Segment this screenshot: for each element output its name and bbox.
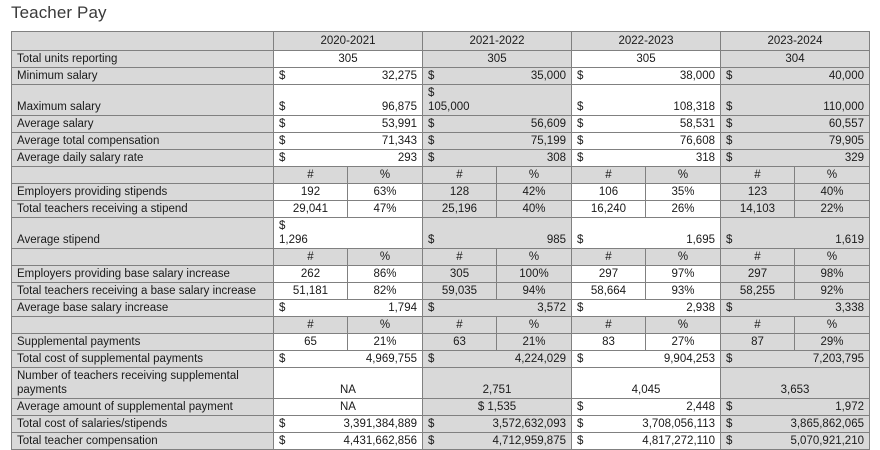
cell-count: 29,041 — [274, 201, 348, 218]
table-row — [12, 300, 870, 317]
currency-symbol: $ — [726, 70, 733, 82]
year-column-header: 2022-2023 — [572, 32, 721, 51]
cell-value: $ 1,535 — [423, 399, 572, 416]
currency-symbol: $ — [279, 353, 286, 365]
cell-money — [721, 85, 870, 116]
cell-money — [423, 416, 572, 433]
table-row — [12, 201, 870, 218]
table-row — [12, 184, 870, 201]
cell-count: 87 — [721, 334, 795, 351]
cell-money — [274, 150, 423, 167]
cell-money — [423, 351, 572, 368]
currency-symbol: $ — [577, 418, 584, 430]
cell-money — [572, 116, 721, 133]
cell-count: 14,103 — [721, 201, 795, 218]
row-label: Employers providing base salary increase — [12, 266, 274, 283]
cell-percent: 93% — [646, 283, 721, 300]
cell-percent: 35% — [646, 184, 721, 201]
cell-money — [572, 399, 721, 416]
subheader-count: # — [721, 317, 795, 334]
currency-symbol: $ — [577, 135, 584, 147]
cell-value: 4,045 — [572, 368, 721, 399]
subheader-count: # — [572, 249, 646, 266]
cell-value: 38,000 — [679, 70, 715, 82]
cell-money — [572, 351, 721, 368]
table-row — [12, 433, 870, 450]
currency-symbol: $ — [279, 135, 286, 147]
cell-value: 2,938 — [686, 302, 715, 314]
subheader-percent: % — [348, 249, 423, 266]
cell-percent: 97% — [646, 266, 721, 283]
table-body — [12, 32, 870, 450]
cell-percent: 98% — [795, 266, 870, 283]
subheader-percent: % — [795, 317, 870, 334]
currency-symbol: $ — [726, 302, 733, 314]
cell-money — [423, 218, 572, 249]
header-corner-cell — [12, 32, 274, 51]
cell-money — [572, 416, 721, 433]
subheader-percent: % — [646, 249, 721, 266]
cell-value: 35,000 — [530, 70, 566, 82]
currency-symbol: $ — [577, 234, 584, 246]
cell-money — [572, 433, 721, 450]
currency-symbol: $ — [428, 418, 435, 430]
cell-count: 83 — [572, 334, 646, 351]
subheader-percent: % — [646, 167, 721, 184]
cell-money — [572, 133, 721, 150]
row-label: Supplemental payments — [12, 334, 274, 351]
currency-symbol: $ — [428, 118, 435, 130]
row-label: Average stipend — [12, 218, 274, 249]
cell-value: 79,905 — [828, 135, 864, 147]
currency-symbol: $ — [577, 101, 584, 113]
cell-money — [274, 133, 423, 150]
table-row — [12, 351, 870, 368]
cell-money — [274, 116, 423, 133]
table-row — [12, 85, 870, 116]
cell-value: 7,203,795 — [812, 353, 864, 365]
currency-symbol: $ — [726, 135, 733, 147]
currency-symbol: $ — [577, 435, 584, 447]
cell-value: 293 — [397, 152, 417, 164]
subheader-count: # — [423, 167, 497, 184]
cell-money — [721, 416, 870, 433]
subheader-count: # — [423, 317, 497, 334]
currency-symbol: $ — [279, 418, 286, 430]
cell-percent: 40% — [795, 184, 870, 201]
cell-count: 192 — [274, 184, 348, 201]
cell-value: 60,557 — [828, 118, 864, 130]
cell-money — [423, 85, 572, 116]
row-label: Average base salary increase — [12, 300, 274, 317]
currency-symbol: $ — [279, 118, 286, 130]
row-label: Total cost of supplemental payments — [12, 351, 274, 368]
currency-symbol: $ — [577, 302, 584, 314]
cell-money — [721, 218, 870, 249]
cell-value: 56,609 — [530, 118, 566, 130]
subheader-percent: % — [348, 317, 423, 334]
cell-count: 128 — [423, 184, 497, 201]
cell-money — [423, 68, 572, 85]
table-row — [12, 266, 870, 283]
currency-symbol: $ — [726, 435, 733, 447]
cell-percent: 29% — [795, 334, 870, 351]
year-column-header: 2020-2021 — [274, 32, 423, 51]
cell-value: 75,199 — [530, 135, 566, 147]
cell-percent: 21% — [497, 334, 572, 351]
cell-value: 985 — [546, 234, 566, 246]
subheader-percent: % — [497, 167, 572, 184]
cell-money — [721, 150, 870, 167]
subheader-count: # — [721, 249, 795, 266]
cell-count: 106 — [572, 184, 646, 201]
currency-symbol: $ — [726, 234, 733, 246]
year-column-header: 2021-2022 — [423, 32, 572, 51]
cell-count: 16,240 — [572, 201, 646, 218]
cell-percent: 63% — [348, 184, 423, 201]
currency-symbol: $ — [726, 101, 733, 113]
cell-value: 304 — [721, 51, 870, 68]
cell-money — [274, 218, 423, 249]
subheader-count: # — [274, 249, 348, 266]
cell-value: NA — [274, 399, 423, 416]
cell-percent: 47% — [348, 201, 423, 218]
table-row — [12, 133, 870, 150]
table-row — [12, 150, 870, 167]
cell-value: 53,991 — [381, 118, 417, 130]
cell-money — [721, 133, 870, 150]
cell-money — [721, 433, 870, 450]
row-label: Number of teachers receiving supplemental payments — [12, 368, 274, 399]
currency-symbol: $ — [726, 152, 733, 164]
cell-money — [423, 150, 572, 167]
cell-money — [423, 300, 572, 317]
teacher-pay-table-container — [11, 31, 869, 450]
cell-value: 4,224,029 — [514, 353, 566, 365]
subheader-count: # — [274, 317, 348, 334]
cell-percent: 94% — [497, 283, 572, 300]
cell-percent: 26% — [646, 201, 721, 218]
cell-percent: 100% — [497, 266, 572, 283]
cell-value: 76,608 — [679, 135, 715, 147]
cell-value: 108,318 — [673, 101, 715, 113]
currency-symbol: $ — [279, 435, 286, 447]
cell-value: 3,338 — [835, 302, 864, 314]
cell-money — [572, 68, 721, 85]
subheader-percent: % — [497, 317, 572, 334]
cell-percent: 40% — [497, 201, 572, 218]
table-row — [12, 399, 870, 416]
subheader-corner-cell — [12, 249, 274, 266]
cell-money — [274, 351, 423, 368]
currency-symbol: $ — [577, 70, 584, 82]
cell-value: 318 — [695, 152, 715, 164]
cell-count: 123 — [721, 184, 795, 201]
subheader-count: # — [423, 249, 497, 266]
cell-value: 4,817,272,110 — [642, 435, 715, 447]
cell-percent: 27% — [646, 334, 721, 351]
row-label: Average salary — [12, 116, 274, 133]
cell-money — [572, 300, 721, 317]
cell-count: 297 — [572, 266, 646, 283]
cell-money — [274, 85, 423, 116]
table-row — [12, 368, 870, 399]
currency-symbol: $ — [726, 118, 733, 130]
cell-value: 5,070,921,210 — [790, 435, 864, 447]
cell-count: 25,196 — [423, 201, 497, 218]
subheader-percent: % — [646, 317, 721, 334]
subheader-count: # — [274, 167, 348, 184]
cell-value: 3,572 — [537, 302, 566, 314]
cell-count: 58,255 — [721, 283, 795, 300]
cell-value: 1,794 — [388, 302, 417, 314]
currency-symbol: $ — [428, 70, 435, 82]
year-column-header: 2023-2024 — [721, 32, 870, 51]
row-label: Total cost of salaries/stipends — [12, 416, 274, 433]
cell-value: 2,751 — [423, 368, 572, 399]
currency-symbol: $ — [428, 353, 435, 365]
subheader-percent: % — [348, 167, 423, 184]
cell-value: 3,865,862,065 — [790, 418, 864, 430]
cell-value: 1,296 — [279, 234, 308, 246]
row-label: Minimum salary — [12, 68, 274, 85]
currency-symbol: $ — [428, 302, 435, 314]
cell-value: 3,391,384,889 — [343, 418, 417, 430]
cell-value: 4,712,959,875 — [492, 435, 566, 447]
cell-count: 297 — [721, 266, 795, 283]
cell-money — [423, 116, 572, 133]
table-row — [12, 116, 870, 133]
cell-percent: 21% — [348, 334, 423, 351]
subheader-corner-cell — [12, 167, 274, 184]
cell-money — [572, 218, 721, 249]
currency-symbol: $ — [577, 152, 584, 164]
cell-percent: 42% — [497, 184, 572, 201]
row-label: Average daily salary rate — [12, 150, 274, 167]
row-label: Average total compensation — [12, 133, 274, 150]
row-label: Total teachers receiving a base salary increase — [12, 283, 274, 300]
table-row — [12, 218, 870, 249]
cell-money — [721, 300, 870, 317]
cell-value: 1,972 — [835, 401, 864, 413]
row-label: Maximum salary — [12, 85, 274, 116]
currency-symbol: $ — [577, 401, 584, 413]
cell-value: 305 — [572, 51, 721, 68]
cell-value: 110,000 — [823, 101, 864, 113]
cell-money — [721, 116, 870, 133]
cell-percent: 92% — [795, 283, 870, 300]
cell-money — [423, 133, 572, 150]
subheader-row — [12, 249, 870, 266]
cell-percent: 86% — [348, 266, 423, 283]
cell-money — [572, 85, 721, 116]
cell-count: 59,035 — [423, 283, 497, 300]
cell-value: 305 — [423, 51, 572, 68]
cell-count: 262 — [274, 266, 348, 283]
cell-value: 1,695 — [686, 234, 715, 246]
subheader-row — [12, 167, 870, 184]
currency-symbol: $ — [279, 101, 286, 113]
cell-money — [721, 351, 870, 368]
cell-count: 65 — [274, 334, 348, 351]
currency-symbol: $ — [279, 152, 286, 164]
currency-symbol: $ — [726, 353, 733, 365]
cell-percent: 22% — [795, 201, 870, 218]
cell-value: 3,708,056,113 — [642, 418, 715, 430]
cell-value: 71,343 — [381, 135, 417, 147]
currency-symbol: $ — [428, 135, 435, 147]
cell-value: 9,904,253 — [663, 353, 715, 365]
cell-value: 1,619 — [835, 234, 864, 246]
cell-money — [572, 150, 721, 167]
cell-money — [721, 399, 870, 416]
currency-symbol: $ — [726, 418, 733, 430]
cell-value: NA — [274, 368, 423, 399]
table-row — [12, 68, 870, 85]
currency-symbol: $ — [428, 152, 435, 164]
cell-count: 51,181 — [274, 283, 348, 300]
table-row — [12, 283, 870, 300]
cell-count: 58,664 — [572, 283, 646, 300]
cell-value: 3,572,632,093 — [492, 418, 566, 430]
cell-value: 32,275 — [381, 70, 417, 82]
cell-count: 305 — [423, 266, 497, 283]
cell-value: 105,000 — [428, 101, 470, 113]
currency-symbol: $ — [428, 234, 435, 246]
cell-value: 4,431,662,856 — [343, 435, 417, 447]
cell-money — [274, 416, 423, 433]
cell-money — [274, 433, 423, 450]
cell-value: 308 — [546, 152, 566, 164]
cell-count: 63 — [423, 334, 497, 351]
currency-symbol: $ — [428, 435, 435, 447]
currency-symbol: $ — [428, 87, 435, 99]
subheader-percent: % — [795, 249, 870, 266]
currency-symbol: $ — [726, 401, 733, 413]
cell-money — [423, 433, 572, 450]
cell-value: 305 — [274, 51, 423, 68]
cell-value: 40,000 — [828, 70, 864, 82]
table-row — [12, 416, 870, 433]
row-label: Average amount of supplemental payment — [12, 399, 274, 416]
currency-symbol: $ — [279, 302, 286, 314]
table-row — [12, 334, 870, 351]
subheader-count: # — [572, 167, 646, 184]
currency-symbol: $ — [279, 220, 286, 232]
currency-symbol: $ — [577, 118, 584, 130]
subheader-corner-cell — [12, 317, 274, 334]
subheader-count: # — [572, 317, 646, 334]
cell-value: 329 — [844, 152, 864, 164]
cell-percent: 82% — [348, 283, 423, 300]
cell-value: 4,969,755 — [365, 353, 417, 365]
cell-value: 58,531 — [679, 118, 715, 130]
cell-value: 96,875 — [381, 101, 417, 113]
subheader-percent: % — [497, 249, 572, 266]
cell-value: 3,653 — [721, 368, 870, 399]
row-label: Total teachers receiving a stipend — [12, 201, 274, 218]
subheader-row — [12, 317, 870, 334]
cell-money — [274, 68, 423, 85]
subheader-count: # — [721, 167, 795, 184]
currency-symbol: $ — [279, 70, 286, 82]
currency-symbol: $ — [577, 353, 584, 365]
cell-value: 2,448 — [686, 401, 715, 413]
teacher-pay-table — [11, 31, 870, 450]
row-label: Total teacher compensation — [12, 433, 274, 450]
cell-money — [274, 300, 423, 317]
table-row — [12, 51, 870, 68]
table-header-row — [12, 32, 870, 51]
row-label: Employers providing stipends — [12, 184, 274, 201]
page-title: Teacher Pay — [11, 3, 107, 22]
row-label: Total units reporting — [12, 51, 274, 68]
subheader-percent: % — [795, 167, 870, 184]
cell-money — [721, 68, 870, 85]
